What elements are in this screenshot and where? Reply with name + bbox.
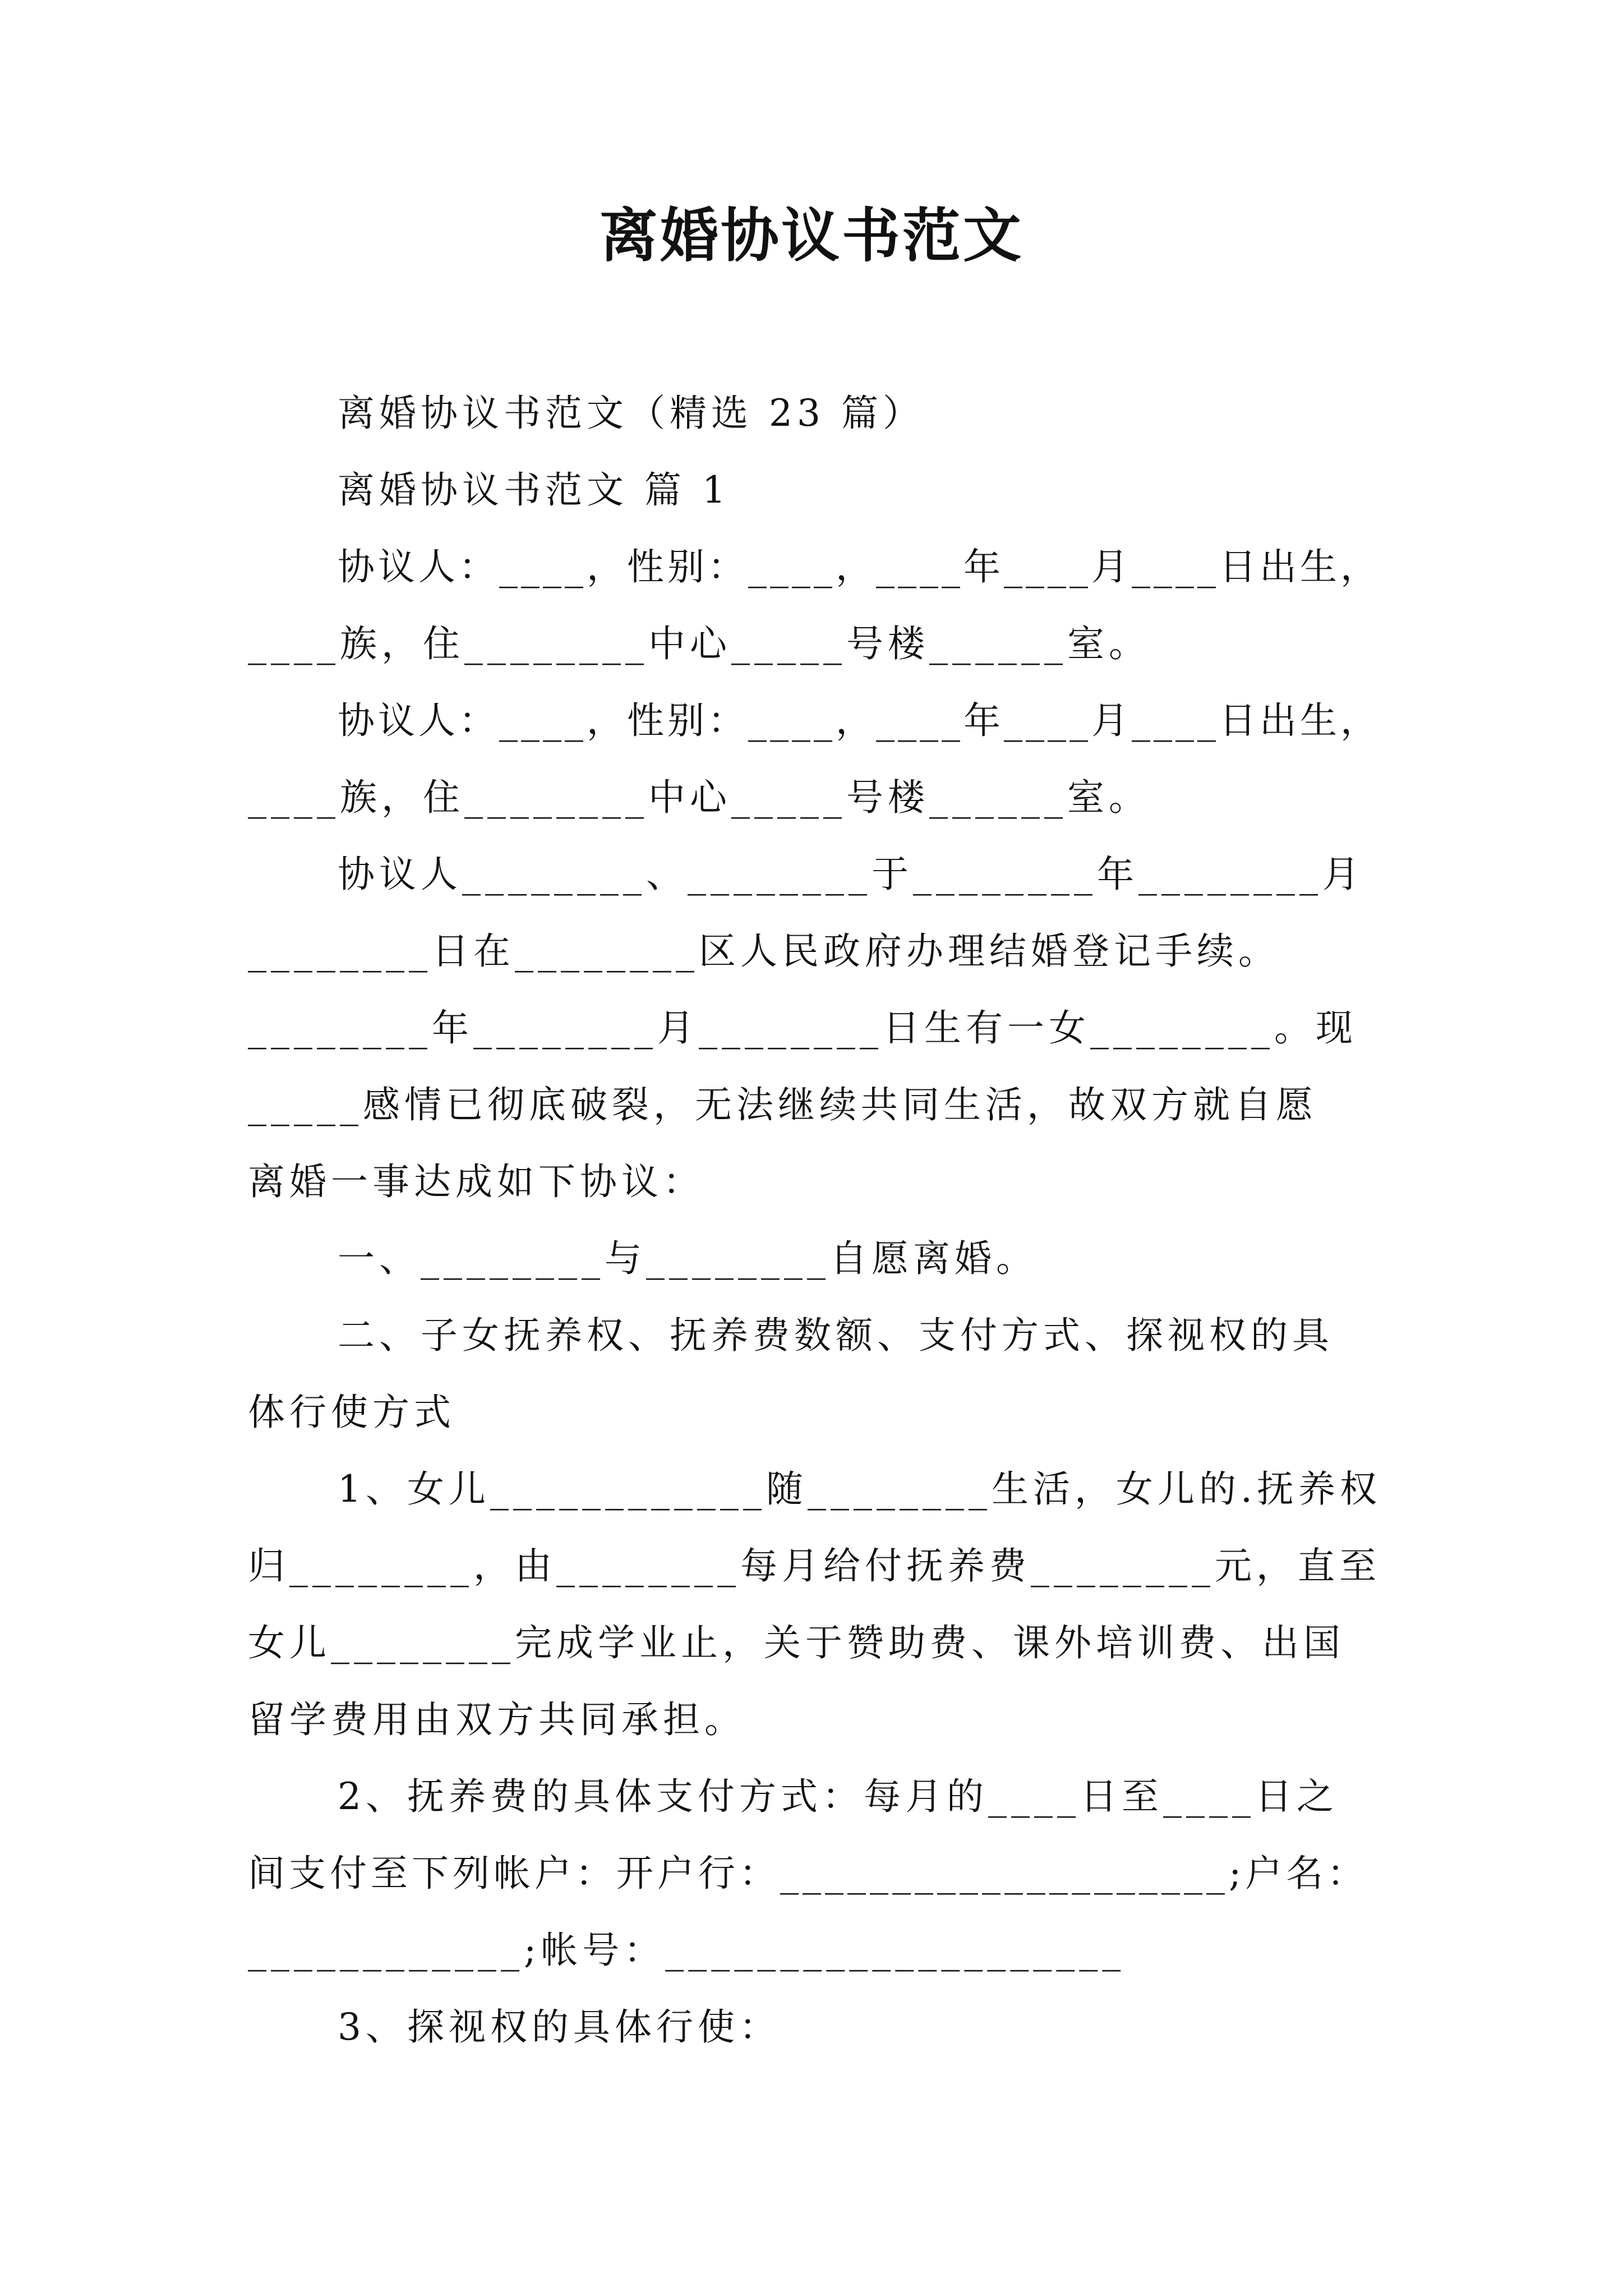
text-line: 离婚协议书范文 篇 1 <box>338 468 730 512</box>
text-line: ____________;帐号：____________________ <box>248 1929 1126 1972</box>
text-line: ____族，住________中心_____号楼______室。 <box>248 776 1150 819</box>
text-line: 离婚一事达成如下协议： <box>248 1160 704 1203</box>
text-line: 一、________与________自愿离婚。 <box>338 1237 1038 1280</box>
text-line: 2、抚养费的具体支付方式：每月的____日至____日之 <box>338 1775 1338 1818</box>
text-line: 体行使方式 <box>248 1391 455 1434</box>
text-line: _____感情已彻底破裂，无法继续共同生活，故双方就自愿 <box>248 1083 1317 1126</box>
text-line: ________日在________区人民政府办理结婚登记手续。 <box>248 930 1280 973</box>
text-line: ________年________月________日生有一女________。现 <box>248 1006 1357 1050</box>
text-line: 协议人：____，性别：____，____年____月____日出生， <box>338 545 1381 588</box>
text-line: 女儿________完成学业止，关于赞助费、课外培训费、出国 <box>248 1621 1345 1664</box>
document-body <box>248 375 1386 2065</box>
text-line: 离婚协议书范文（精选 23 篇） <box>338 392 924 435</box>
document-title: 离婚协议书范文 <box>599 201 1023 270</box>
text-line: 二、子女抚养权、抚养费数额、支付方式、探视权的具 <box>338 1314 1334 1357</box>
text-line: ____族，住________中心_____号楼______室。 <box>248 622 1150 665</box>
text-line: 留学费用由双方共同承担。 <box>248 1698 746 1741</box>
text-line: 间支付至下列帐户：开户行：____________________;户名： <box>248 1852 1368 1895</box>
text-line: 协议人________、________于________年________月 <box>338 853 1364 896</box>
text-line: 归________，由________每月给付抚养费________元，直至 <box>248 1544 1381 1588</box>
text-line: 3、探视权的具体行使： <box>338 2005 781 2049</box>
text-line: 1、女儿____________随________生活，女儿的.抚养权 <box>338 1467 1381 1511</box>
text-line: 协议人：____，性别：____，____年____月____日出生， <box>338 699 1381 742</box>
